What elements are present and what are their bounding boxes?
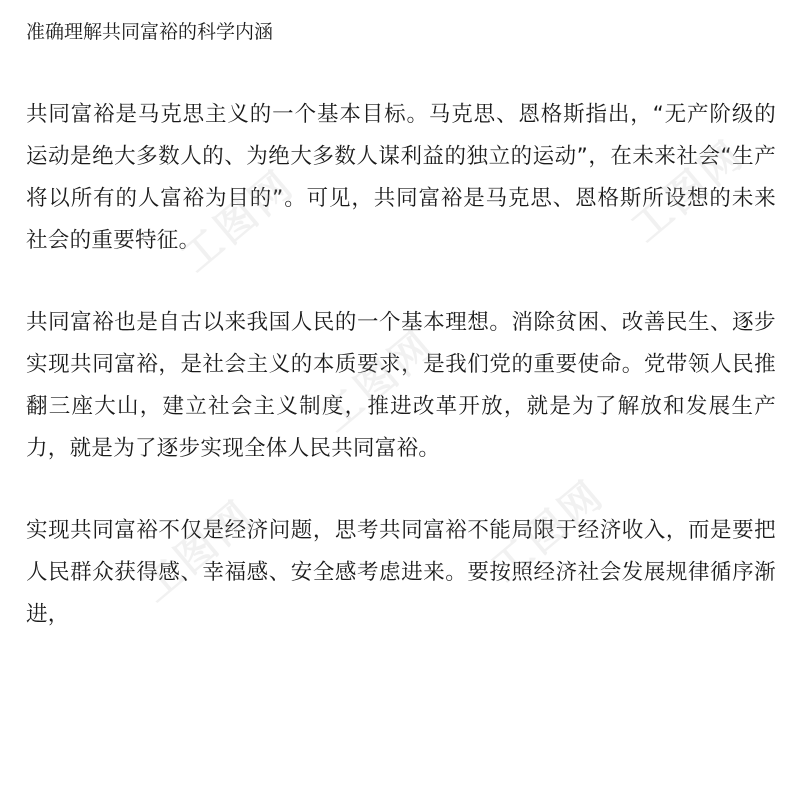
watermark: 工图网: [312, 321, 444, 442]
article-title: 准确理解共同富裕的科学内涵: [26, 21, 274, 43]
paragraph-2: 共同富裕也是自古以来我国人民的一个基本理想。消除贫困、改善民生、逐步实现共同富裕，是社会主义的本质要求，是我们党的重要使命。党带领人民推翻三座大山，建立社会主义制度，推进改革开放，就是为了解放和发展生产力，就是为了逐步实现全体人民共同富裕。: [26, 310, 776, 461]
watermark: 工图网: [132, 491, 264, 612]
watermark: 工图网: [622, 131, 754, 252]
watermark: 工图网: [482, 471, 614, 592]
paragraph-3: 实现共同富裕不仅是经济问题，思考共同富裕不能局限于经济收入，而是要把人民群众获得感、幸福感、安全感考虑进来。要按照经济社会发展规律循序渐进，: [26, 518, 776, 627]
paragraph-1: 共同富裕是马克思主义的一个基本目标。马克思、恩格斯指出，“无产阶级的运动是绝大多数人的、为绝大多数人谋利益的独立的运动”，在未来社会“生产将以所有的人富裕为目的”。可见，共同富裕是马克思、恩格斯所设想的未来社会的重要特征。: [26, 102, 776, 253]
watermark: 工图网: [172, 161, 304, 282]
